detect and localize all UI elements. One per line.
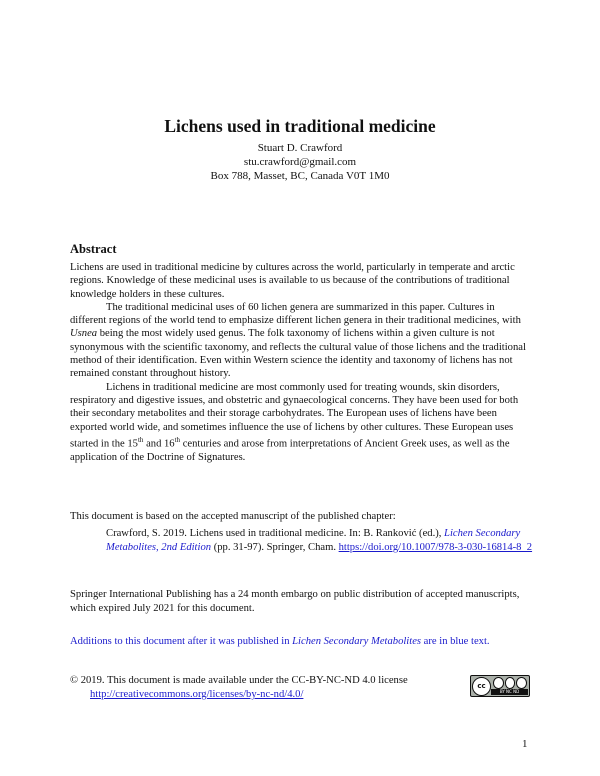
- additions-note: [70, 636, 490, 647]
- author-email[interactable]: stu.crawford@gmail.com: [243, 156, 357, 168]
- license-block: [70, 674, 408, 702]
- genus-name: Usnea: [70, 328, 98, 340]
- abstract-text: and 16: [143, 438, 175, 450]
- license-line: © 2019. This document is made available under the CC-BY-NC-ND 4.0 license: [70, 675, 408, 686]
- manuscript-note: This document is based on the accepted manuscript of the published chapter:: [70, 511, 396, 522]
- citation: [106, 527, 534, 554]
- superscript: th: [174, 435, 181, 444]
- cc-terms-strip: BY NC ND: [491, 689, 528, 695]
- cc-attribution-icons: [493, 677, 527, 688]
- abstract-text: being the most widely used genus. The folk taxonomy of lichens within a given culture is not synonymous with the scientific taxonomy, and reflects the cultural value of those lichens and the traditional method of their identification. Even within Western science the identity and taxonomy of lichens has not remained constant throughout history.: [70, 328, 526, 380]
- citation-text: Crawford, S. 2019. Lichens used in traditional medicine. In: B. Ranković (ed.),: [106, 528, 445, 539]
- abstract-paragraph-3: [70, 381, 532, 464]
- abstract-body: [70, 261, 532, 464]
- book-title: Lichen Secondary Metabolites, 2nd Edition: [106, 528, 521, 553]
- paper-title: Lichens used in traditional medicine: [164, 116, 436, 136]
- embargo-note: Springer International Publishing has a 24 month embargo on public distribution of accepted manuscripts, which expired July 2021 for this document.: [70, 589, 520, 614]
- abstract-paragraph-1: Lichens are used in traditional medicine by cultures across the world, particularly in temperate and arctic regions. Knowledge of these medicinal uses is available to us because of the contributions of traditional knowledge holders in these cultures.: [70, 262, 515, 300]
- superscript: th: [137, 435, 144, 444]
- author-name: Stuart D. Crawford: [257, 142, 343, 154]
- author-address: Box 788, Masset, BC, Canada V0T 1M0: [210, 170, 390, 182]
- cc-logo-icon: cc: [472, 677, 491, 696]
- page-number: 1: [522, 738, 528, 750]
- abstract-paragraph-2: [70, 301, 532, 381]
- doi-link[interactable]: https://doi.org/10.1007/978-3-030-16814-8_2: [338, 541, 533, 553]
- abstract-text: centuries and arose from interpretations of Ancient Greek uses, as well as the application of the Doctrine of Signatures.: [70, 438, 510, 463]
- abstract-text: Lichens in traditional medicine are most commonly used for treating wounds, skin disorders, respiratory and digestive issues, and obstetric and gynaecological concerns. They have been used for both their secondary metabolites and their storage carbohydrates. The European uses of lichens have been exported world wide, and sometimes influence the use of lichens by other cultures. These European uses started in the 15: [70, 381, 519, 450]
- cc-license-badge-icon[interactable]: [470, 675, 530, 697]
- license-link[interactable]: http://creativecommons.org/licenses/by-nc-nd/4.0/: [90, 689, 304, 700]
- abstract-heading: Abstract: [70, 242, 117, 256]
- citation-text: (pp. 31-97). Springer, Cham.: [211, 541, 339, 553]
- abstract-text: The traditional medicinal uses of 60 lichen genera are summarized in this paper. Cultures in different regions of the world tend to emphasize different lichen genera in their traditional medicines, with: [70, 301, 521, 327]
- additions-text: Additions to this document after it was published in: [70, 636, 293, 647]
- nd-icon: [516, 677, 527, 689]
- nc-icon: [505, 677, 516, 689]
- additions-text: are in blue text.: [421, 636, 490, 647]
- by-icon: [493, 677, 504, 689]
- additions-book-title: Lichen Secondary Metabolites: [292, 636, 422, 647]
